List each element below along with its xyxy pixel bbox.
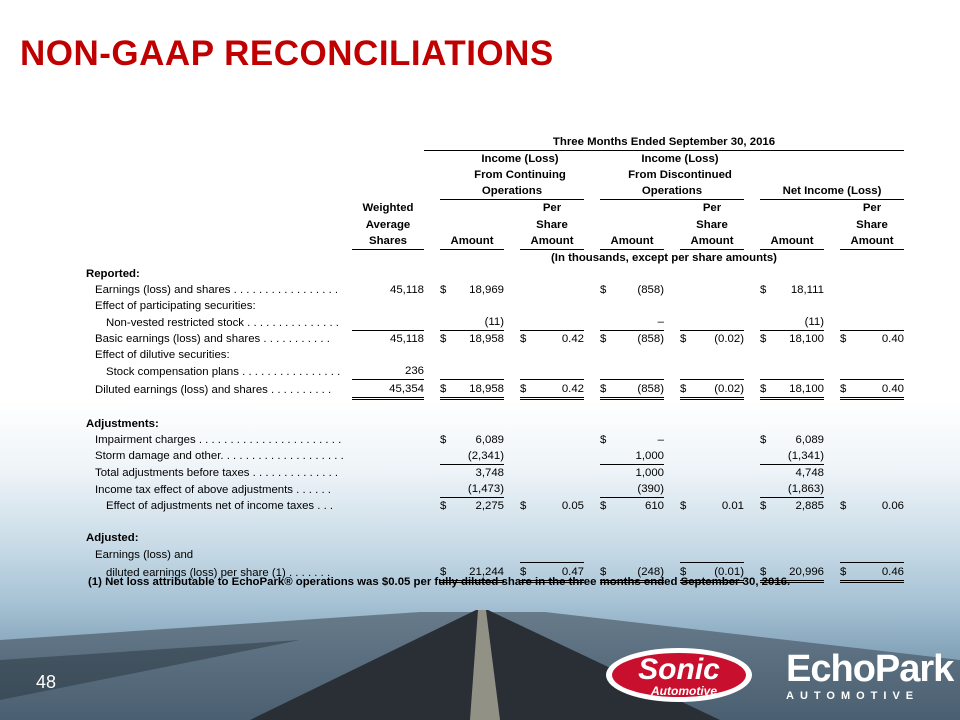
row-label: Effect of participating securities: [95,300,256,313]
table-row [86,347,904,363]
cont-per-share: 0.42 [561,333,584,346]
currency-symbol: $ [680,500,687,513]
table-row [86,380,904,398]
cont-amount: 18,958 [469,382,504,395]
row-label: Storm damage and other. . . . . . . . . . . . . . . . . . . . [95,450,344,463]
disc-amount: (858) [637,283,664,296]
table-row [86,481,904,498]
shares-value: 45,354 [352,380,424,398]
table-row [86,432,904,448]
row-label: Basic earnings (loss) and shares . . . . . . . . . . . [95,333,330,346]
cont-per-share: 0.42 [561,382,584,395]
units-note: (In thousands, except per share amounts) [551,251,777,264]
cont-amount: 18,969 [469,283,504,296]
currency-symbol: $ [440,333,447,346]
currency-symbol: $ [840,382,847,395]
currency-symbol: $ [520,500,527,513]
disc-amount: 610 [644,500,664,513]
net-header: Net Income (Loss) [760,183,904,200]
currency-symbol: $ [440,500,447,513]
cont-per-header-1: Per [542,202,562,215]
row-label: Earnings (loss) and shares . . . . . . . . . . . . . . . . . [95,283,339,296]
currency-symbol: $ [440,283,447,296]
currency-symbol: $ [840,500,847,513]
currency-symbol: $ [840,565,847,578]
footnote: (1) Net loss attributable to EchoPark® operations was $0.05 per fully diluted share in the three months ended September 30, 2016. [88,576,791,588]
currency-symbol: $ [760,433,767,446]
reconciliation-table [86,134,904,583]
net-per-share: 0.06 [881,500,904,513]
disc-per-header-3: Amount [680,233,744,250]
currency-symbol: $ [680,333,687,346]
row-label: Diluted earnings (loss) and shares . . . . . . . . . . [95,384,332,396]
cont-per-share: 0.47 [561,565,584,578]
disc-amount: (248) [637,565,664,578]
disc-header-2: From Discontinued [628,169,732,182]
disc-amount: 1,000 [600,448,664,465]
currency-symbol: $ [840,333,847,346]
net-amount: (1,863) [760,481,824,498]
net-amount: (11) [760,314,824,331]
currency-symbol: $ [600,283,607,296]
net-amount: 18,100 [789,333,824,346]
table-row [86,282,904,298]
echopark-logo-text: EchoPark [786,648,954,690]
table-row [86,464,904,481]
row-label: Impairment charges . . . . . . . . . . . . . . . . . . . . . . . [95,433,342,446]
sonic-automotive-logo [604,646,754,704]
row-label: Income tax effect of above adjustments . . . . . . [95,483,331,496]
shares-value: 236 [352,363,424,380]
disc-header-1: Income (Loss) [641,153,719,166]
sonic-logo-subtext: Automotive [651,684,717,698]
net-amount: 4,748 [795,466,824,479]
net-per-share: 0.40 [881,333,904,346]
net-per-header-3: Amount [840,233,904,250]
disc-amount-header: Amount [600,233,664,250]
cont-amount: 21,244 [469,565,504,578]
shares-header-3: Shares [352,233,424,250]
net-amount: 6,089 [795,433,824,446]
echopark-logo-subtext: AUTOMOTIVE [786,690,920,702]
cont-amount: 2,275 [475,500,504,513]
period-header-row [86,134,904,151]
shares-header-2: Average [365,218,411,231]
currency-symbol: $ [520,333,527,346]
net-amount: (1,341) [760,448,824,465]
currency-symbol: $ [680,565,687,578]
net-per-share: 0.46 [881,565,904,578]
cont-per-header-2: Share [536,218,568,231]
reported-heading: Reported: [86,267,140,280]
disc-amount: – [657,433,664,446]
cont-amount: 6,089 [475,433,504,446]
net-amount: 2,885 [795,500,824,513]
cont-header-2: From Continuing [474,169,566,182]
net-per-header-2: Share [856,218,888,231]
cont-per-header-3: Amount [520,233,584,250]
table-row [86,314,904,331]
row-label: Effect of adjustments net of income taxes . . . [106,500,334,513]
currency-symbol: $ [600,382,607,395]
row-label: Total adjustments before taxes . . . . . . . . . . . . . . [95,466,339,479]
disc-amount: (858) [637,382,664,395]
net-amount: 18,100 [789,382,824,395]
cont-amount-header: Amount [440,233,504,250]
disc-amount: (390) [600,481,664,498]
row-label: Stock compensation plans . . . . . . . . . . . . . . . . [106,365,341,378]
currency-symbol: $ [440,565,447,578]
row-label: Earnings (loss) and [95,548,194,561]
currency-symbol: $ [520,382,527,395]
adjustments-heading: Adjustments: [86,417,159,430]
row-label: diluted earnings (loss) per share (1) . . . . . . . [106,567,331,580]
currency-symbol: $ [680,382,687,395]
currency-symbol: $ [760,565,767,578]
shares-header-1: Weighted [362,202,414,215]
net-amount: 18,111 [790,283,824,296]
disc-amount: – [600,314,664,331]
net-amount-header: Amount [760,233,824,250]
row-label: Non-vested restricted stock . . . . . . . . . . . . . . . [106,316,339,329]
currency-symbol: $ [520,565,527,578]
disc-per-header-1: Per [702,202,722,215]
disc-per-share: (0.02) [714,333,744,346]
currency-symbol: $ [760,382,767,395]
cont-amount: (2,341) [440,448,504,465]
currency-symbol: $ [760,283,767,296]
table-row [86,546,904,563]
currency-symbol: $ [760,333,767,346]
cont-amount: 18,958 [469,333,504,346]
disc-per-share: 0.01 [721,500,744,513]
currency-symbol: $ [760,500,767,513]
disc-amount: (858) [637,333,664,346]
table-row [86,298,904,314]
table-row [86,498,904,515]
cont-header-1: Income (Loss) [481,153,559,166]
cont-header-3: Operations [440,183,584,200]
currency-symbol: $ [440,433,447,446]
net-per-share: 0.40 [881,382,904,395]
page-number: 48 [36,672,57,692]
sonic-logo-text: Sonic [638,653,720,686]
disc-per-header-2: Share [696,218,728,231]
cont-amount: (11) [440,314,504,331]
disc-per-share: (0.02) [714,382,744,395]
currency-symbol: $ [440,382,447,395]
cont-amount: 3,748 [475,466,504,479]
currency-symbol: $ [600,433,607,446]
shares-value: 45,118 [390,283,424,296]
table-row [86,448,904,465]
shares-value: 45,118 [390,333,424,346]
cont-per-share: 0.05 [561,500,584,513]
currency-symbol: $ [600,565,607,578]
disc-per-share: (0.01) [714,565,744,578]
table-row [86,363,904,380]
currency-symbol: $ [600,333,607,346]
page-title: NON-GAAP RECONCILIATIONS [20,34,554,73]
net-amount: 20,996 [789,565,824,578]
adjusted-heading: Adjusted: [86,532,139,545]
period-header: Three Months Ended September 30, 2016 [424,134,904,151]
currency-symbol: $ [600,500,607,513]
cont-amount: (1,473) [440,481,504,498]
disc-header-3: Operations [600,183,744,200]
table-row [86,331,904,348]
disc-amount: 1,000 [635,466,664,479]
row-label: Effect of dilutive securities: [95,349,230,362]
echopark-logo [786,650,953,702]
net-per-header-1: Per [862,202,882,215]
